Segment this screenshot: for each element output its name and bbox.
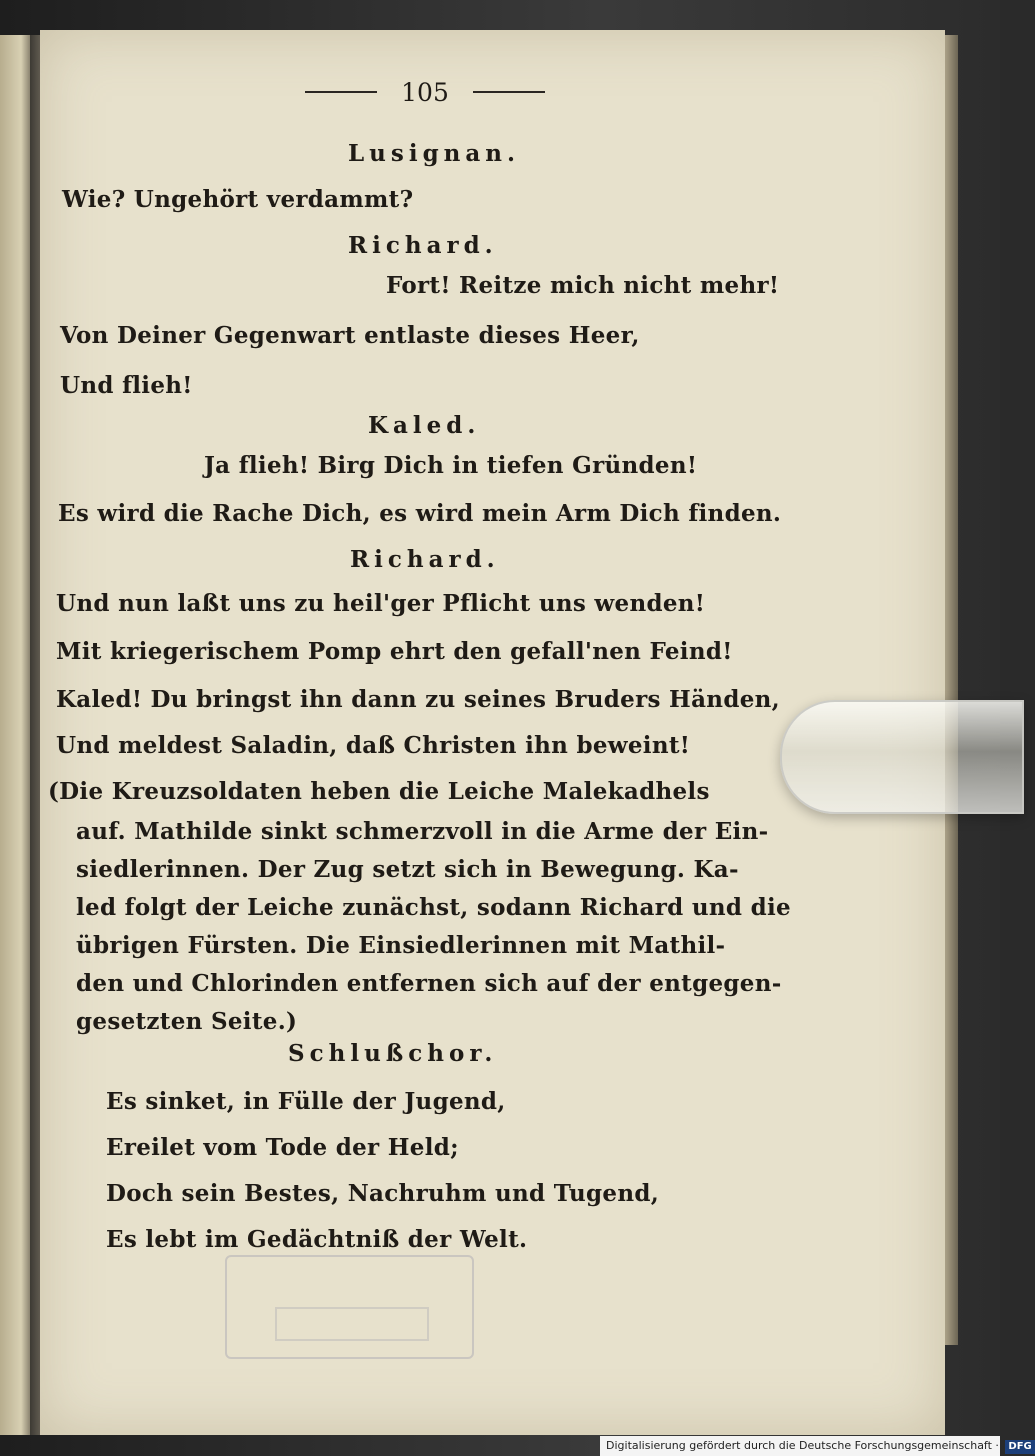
verse-line: Und flieh! [60, 372, 193, 399]
verse-line: Es lebt im Gedächtniß der Welt. [106, 1226, 528, 1253]
footer-credit-text: Digitalisierung gefördert durch die Deutsche Forschungsgemeinschaft · [606, 1439, 999, 1452]
stamp-inner-frame [275, 1307, 429, 1341]
glass-clip-icon [780, 700, 1024, 814]
left-page-edge [0, 35, 30, 1435]
speaker-line: Schlußchor. [288, 1040, 498, 1067]
verse-line: Fort! Reitze mich nicht mehr! [386, 272, 780, 299]
stage-direction-line: (Die Kreuzsoldaten heben die Leiche Malekadhels [48, 778, 710, 805]
dfg-logo-icon: DFG [1005, 1440, 1034, 1454]
stage-direction-line: übrigen Fürsten. Die Einsiedlerinnen mit Mathil- [76, 932, 726, 959]
stage-direction-line: led folgt der Leiche zunächst, sodann Richard und die [76, 894, 791, 921]
verse-line: Ja flieh! Birg Dich in tiefen Gründen! [204, 452, 698, 479]
verse-line: Von Deiner Gegenwart entlaste dieses Heer, [60, 322, 640, 349]
speaker-line: Lusignan. [348, 140, 521, 167]
footer-credit [600, 1436, 1032, 1456]
verse-line: Doch sein Bestes, Nachruhm und Tugend, [106, 1180, 660, 1207]
stage-direction-line: siedlerinnen. Der Zug setzt sich in Bewegung. Ka- [76, 856, 739, 883]
header-rule-right [473, 91, 545, 93]
library-stamp-icon [225, 1255, 474, 1359]
verse-line: Kaled! Du bringst ihn dann zu seines Bruders Händen, [56, 686, 780, 713]
header-rule-left [305, 91, 377, 93]
verse-line: Es sinket, in Fülle der Jugend, [106, 1088, 506, 1115]
verse-line: Und meldest Saladin, daß Christen ihn beweint! [56, 732, 691, 759]
speaker-line: Richard. [348, 232, 498, 259]
page-number: 105 [401, 77, 449, 107]
page-header [300, 72, 550, 112]
verse-line: Und nun laßt uns zu heil'ger Pflicht uns wenden! [56, 590, 706, 617]
speaker-line: Richard. [350, 546, 500, 573]
verse-line: Mit kriegerischem Pomp ehrt den gefall'nen Feind! [56, 638, 733, 665]
stage-direction-line: gesetzten Seite.) [76, 1008, 298, 1035]
speaker-line: Kaled. [368, 412, 481, 439]
stage-direction-line: auf. Mathilde sinkt schmerzvoll in die Arme der Ein- [76, 818, 769, 845]
stage-direction-line: den und Chlorinden entfernen sich auf der entgegen- [76, 970, 782, 997]
verse-line: Es wird die Rache Dich, es wird mein Arm Dich finden. [58, 500, 782, 527]
verse-line: Ereilet vom Tode der Held; [106, 1134, 459, 1161]
verse-line: Wie? Ungehört verdammt? [62, 186, 414, 213]
